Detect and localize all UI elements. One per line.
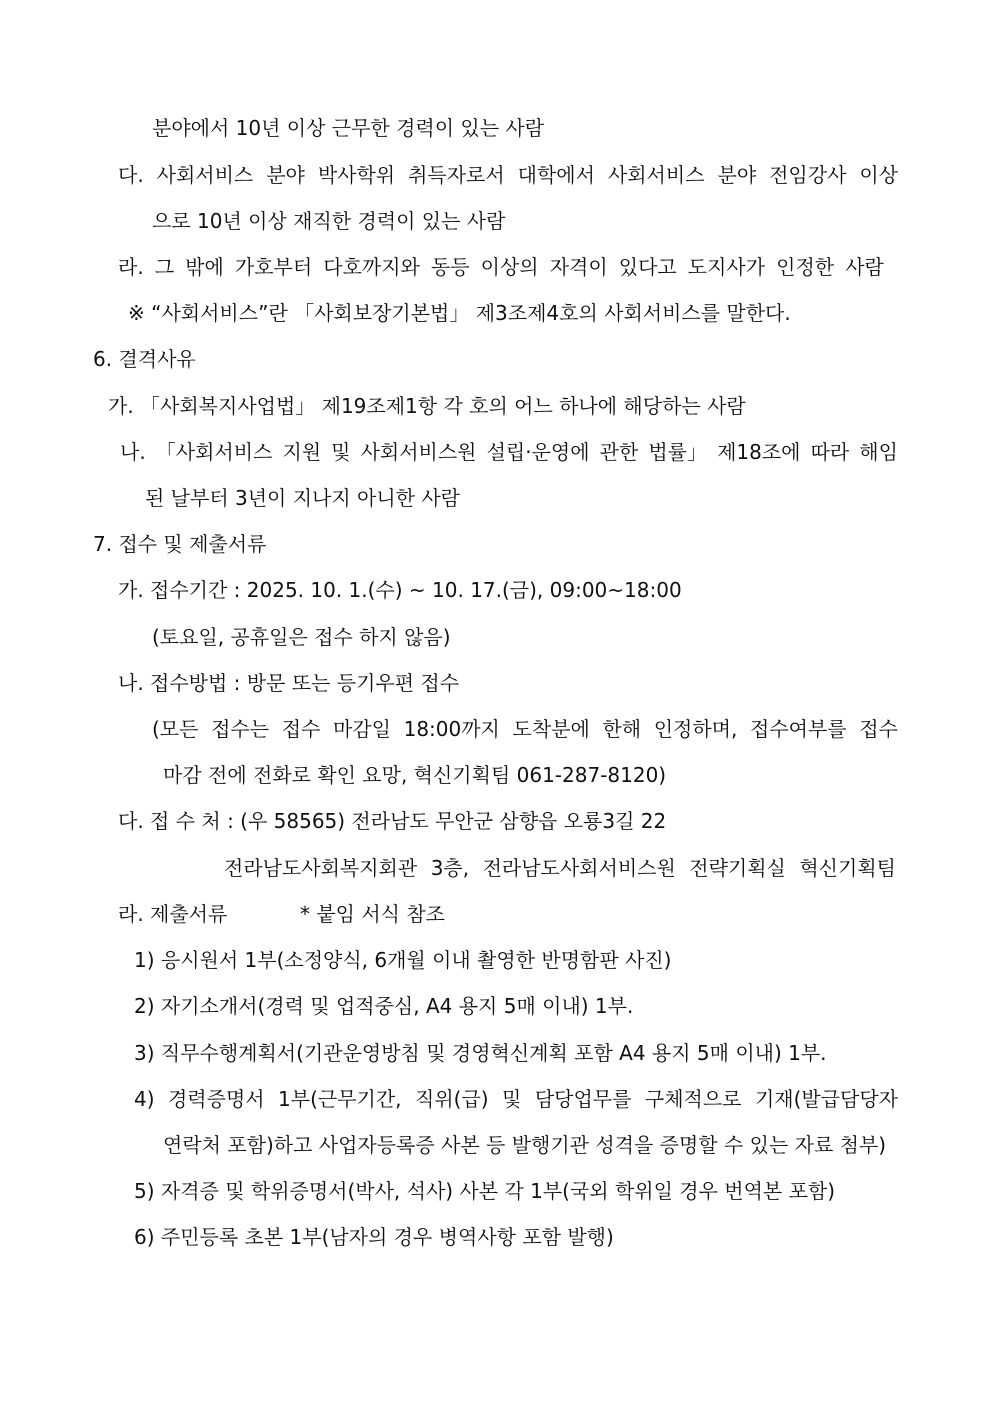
word: 박사학위 <box>317 163 396 187</box>
word: 분야 <box>266 163 305 187</box>
list-item-continuation: 연락처 포함)하고 사업자등록증 사본 등 발행기관 성격을 증명할 수 있는 자료 첨부) <box>163 1133 887 1157</box>
list-item <box>134 1085 898 1113</box>
text-line: 나. 접수방법 : 방문 또는 등기우편 접수 <box>118 671 460 695</box>
word: 직위(급) <box>415 1087 489 1111</box>
word: 3층, <box>430 856 470 880</box>
text-line: 된 날부터 3년이 지나지 아니한 사람 <box>145 486 460 510</box>
text-line: 가. 「사회복지사업법」 제19조제1항 각 호의 어느 하나에 해당하는 사람 <box>108 394 746 418</box>
word: 라. <box>118 255 144 279</box>
word: 가호부터 <box>234 255 313 279</box>
word: 자격이 <box>549 255 608 279</box>
word: 및 <box>502 1087 522 1111</box>
word: 혁신기획팀 <box>799 856 896 880</box>
word: 사회서비스 <box>607 163 705 187</box>
word: 관한 <box>599 440 639 464</box>
word: 접수 <box>859 717 898 741</box>
text-line: 으로 10년 이상 재직한 경력이 있는 사람 <box>152 209 506 233</box>
word: 대학에서 <box>517 163 595 187</box>
word: 법률」 <box>648 440 707 464</box>
text-line: (토요일, 공휴일은 접수 하지 않음) <box>152 625 451 649</box>
text-line <box>224 854 896 882</box>
word: 한해 <box>602 717 642 741</box>
word: 전라남도사회복지회관 <box>224 856 418 880</box>
text-line <box>120 438 898 466</box>
word: 전략기획실 <box>689 856 786 880</box>
text-line: 가. 접수기간 : 2025. 10. 1.(수) ~ 10. 17.(금), 09:00~18:00 <box>118 578 682 602</box>
text-line <box>118 161 898 189</box>
word: 구체적으로 <box>644 1087 742 1111</box>
word: 취득자로서 <box>408 163 505 187</box>
word: 사회서비스원 <box>360 440 477 464</box>
word: 1부(근무기간, <box>278 1087 402 1111</box>
word: 분야 <box>717 163 757 187</box>
word: 나. <box>120 440 146 464</box>
word: 접수여부를 <box>750 717 847 741</box>
word: 해임 <box>859 440 898 464</box>
word: 동등 <box>430 255 470 279</box>
word: 기재(발급담당자 <box>754 1087 898 1111</box>
list-item: 3) 직무수행계획서(기관운영방침 및 경영혁신계획 포함 A4 용지 5매 이내) 1부. <box>134 1041 827 1065</box>
word: 밖에 <box>185 255 224 279</box>
word: 설립·운영에 <box>486 440 590 464</box>
word: 접수 <box>281 717 321 741</box>
word: 4) <box>134 1087 155 1111</box>
text-line <box>118 253 884 281</box>
section-heading: 6. 결격사유 <box>93 347 196 371</box>
word: 따라 <box>810 440 850 464</box>
text-line: 라. 제출서류 <box>118 902 228 926</box>
list-item: 5) 자격증 및 학위증명서(박사, 석사) 사본 각 1부(국외 학위일 경우 번역본 포함) <box>134 1179 836 1203</box>
word: 접수는 <box>211 717 270 741</box>
text-line <box>152 715 898 743</box>
text-line: 다. 접 수 처 : (우 58565) 전라남도 무안군 삼향읍 오룡3길 22 <box>118 809 667 833</box>
word: 있다고 <box>618 255 677 279</box>
word: 다. <box>118 163 144 187</box>
note-line: ※ “사회서비스”란 「사회보장기본법」 제3조제4호의 사회서비스를 말한다. <box>128 301 791 325</box>
word: 및 <box>331 440 351 464</box>
word: 사회서비스 <box>156 163 254 187</box>
word: 마감일 <box>332 717 391 741</box>
word: 18:00까지 <box>403 717 500 741</box>
word: 인정하며, <box>653 717 738 741</box>
word: 인정한 <box>776 255 835 279</box>
word: 경력증명서 <box>167 1087 265 1111</box>
word: (모든 <box>152 717 199 741</box>
note-text: * 붙임 서식 참조 <box>300 902 445 926</box>
word: 그 <box>154 255 175 279</box>
word: 이상의 <box>480 255 539 279</box>
section-heading: 7. 접수 및 제출서류 <box>93 532 267 556</box>
word: 사람 <box>845 255 884 279</box>
text-line: 마감 전에 전화로 확인 요망, 혁신기획팀 061-287-8120) <box>163 763 667 787</box>
text-line: 분야에서 10년 이상 근무한 경력이 있는 사람 <box>152 116 545 140</box>
word: 담당업무를 <box>534 1087 632 1111</box>
word: 지원 <box>282 440 322 464</box>
word: 제18조에 <box>717 440 801 464</box>
word: 전라남도사회서비스원 <box>482 856 676 880</box>
list-item: 2) 자기소개서(경력 및 업적중심, A4 용지 5매 이내) 1부. <box>134 994 634 1018</box>
word: 도지사가 <box>687 255 766 279</box>
word: 「사회서비스 <box>155 440 273 464</box>
list-item: 1) 응시원서 1부(소정양식, 6개월 이내 촬영한 반명함판 사진) <box>134 948 672 972</box>
list-item: 6) 주민등록 초본 1부(남자의 경우 병역사항 포함 발행) <box>134 1225 614 1249</box>
word: 도착분에 <box>512 717 590 741</box>
word: 다호까지와 <box>323 255 420 279</box>
word: 전임강사 <box>769 163 847 187</box>
word: 이상 <box>859 163 898 187</box>
